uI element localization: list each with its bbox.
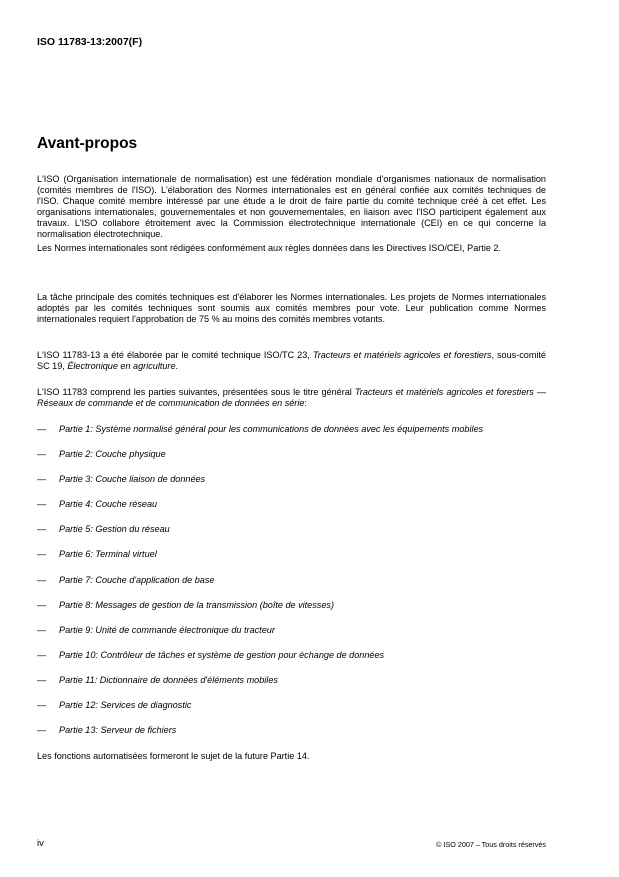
paragraph-iso-intro bbox=[37, 174, 546, 240]
part-title: Partie 1: Système normalisé général pour les communications de données avec les équipements mobiles bbox=[59, 424, 484, 434]
list-item bbox=[37, 499, 557, 524]
text-run: L'ISO 11783 comprend les parties suivantes, présentées sous le titre général bbox=[37, 387, 355, 397]
part-title: Partie 3: Couche liaison de données bbox=[59, 474, 206, 485]
dash-bullet: — bbox=[37, 549, 47, 560]
dash-bullet: — bbox=[37, 624, 47, 635]
paragraph-text: Les Normes internationales sont rédigées conformément aux règles données dans les Directives ISO/CEI, Partie 2. bbox=[37, 243, 502, 253]
dash-bullet: — bbox=[37, 649, 47, 660]
paragraph-text bbox=[37, 350, 546, 372]
part-title: Partie 10: Contrôleur de tâches et système de gestion pour échange de données bbox=[59, 649, 385, 660]
part-title: Partie 6: Terminal virtuel bbox=[59, 549, 157, 560]
dash-bullet: — bbox=[37, 574, 47, 585]
text-run: . bbox=[175, 361, 179, 371]
paragraph-parts-intro bbox=[37, 387, 546, 409]
part-title: Partie 9: Unité de commande électronique du tracteur bbox=[59, 624, 275, 635]
copyright-notice: © ISO 2007 – Tous droits réservés bbox=[436, 840, 546, 849]
dash-bullet: — bbox=[37, 474, 47, 485]
committee-title: Tracteurs et matériels agricoles et forestiers bbox=[312, 350, 492, 360]
paragraph-text: La tâche principale des comités techniques est d'élaborer les Normes internationales. Les projets de Normes internationales adoptés par les comités techniques sont soumis aux comités membres pour vote. Leur publication comme Normes internationales requiert l'approbation de 75 % au moins des comités membres votants. bbox=[37, 292, 546, 324]
dash-bullet: — bbox=[37, 674, 47, 685]
dash-bullet: — bbox=[37, 599, 47, 610]
paragraph-prepared-by bbox=[37, 350, 546, 372]
text-run: L'ISO 11783-13 a été élaborée par le comité technique ISO/TC 23, bbox=[37, 350, 313, 360]
part-title: Partie 4: Couche réseau bbox=[59, 499, 158, 510]
document-id: ISO 11783-13:2007(F) bbox=[37, 36, 143, 48]
list-item bbox=[37, 474, 557, 499]
text-run: , sous-comité SC 19, bbox=[37, 350, 546, 371]
dash-bullet: — bbox=[37, 424, 47, 434]
list-item bbox=[37, 424, 557, 449]
list-item bbox=[37, 700, 557, 725]
list-item bbox=[37, 650, 557, 675]
dash-bullet: — bbox=[37, 700, 47, 711]
dash-bullet: — bbox=[37, 449, 47, 460]
parts-list bbox=[37, 424, 557, 750]
part-title: Partie 12: Services de diagnostic bbox=[59, 700, 192, 711]
list-item bbox=[37, 675, 557, 700]
part-title: Partie 11: Dictionnaire de données d'éléments mobiles bbox=[59, 674, 278, 685]
paragraph-text bbox=[37, 387, 546, 409]
part-title: Partie 8: Messages de gestion de la transmission (boîte de vitesses) bbox=[59, 599, 334, 610]
list-item bbox=[37, 600, 557, 625]
list-item bbox=[37, 625, 557, 650]
text-run: : bbox=[304, 398, 307, 408]
paragraph-text: L'ISO (Organisation internationale de normalisation) est une fédération mondiale d'organismes nationaux de normalisation (comités membres de l'ISO). L'élaboration des Normes internationales est en général confiée aux comités techniques de l'ISO. Chaque comité membre intéressé par une étude a le droit de faire partie du comité technique créé à cet effet. Les organisations internationales, gouvernementales et non gouvernementales, en liaison avec l'ISO participent également aux travaux. L'ISO collabore étroitement avec la Commission électrotechnique internationale (CEI) en ce qui concerne la normalisation électrotechnique. bbox=[37, 174, 546, 239]
dash-bullet: — bbox=[37, 524, 47, 535]
paragraph-directives bbox=[37, 243, 546, 254]
part-title: Partie 2: Couche physique bbox=[59, 449, 166, 460]
list-item bbox=[37, 524, 557, 549]
dash-bullet: — bbox=[37, 499, 47, 510]
list-item bbox=[37, 549, 557, 574]
subcommittee-title: Électronique en agriculture bbox=[67, 361, 176, 371]
part-title: Partie 5: Gestion du réseau bbox=[59, 524, 170, 535]
list-item bbox=[37, 725, 557, 750]
paragraph-committee-task bbox=[37, 292, 546, 325]
dash-bullet: — bbox=[37, 725, 47, 736]
list-item bbox=[37, 575, 557, 600]
page-title: Avant-propos bbox=[37, 135, 138, 152]
part-title: Partie 7: Couche d'application de base bbox=[59, 574, 215, 585]
list-item bbox=[37, 449, 557, 474]
page-number: iv bbox=[37, 838, 44, 849]
part-title: Partie 13: Serveur de fichiers bbox=[59, 725, 177, 736]
general-title: Tracteurs et matériels agricoles et forestiers — Réseaux de commande et de communication de données en série bbox=[37, 387, 546, 408]
closing-note: Les fonctions automatisées formeront le sujet de la future Partie 14. bbox=[37, 751, 310, 761]
